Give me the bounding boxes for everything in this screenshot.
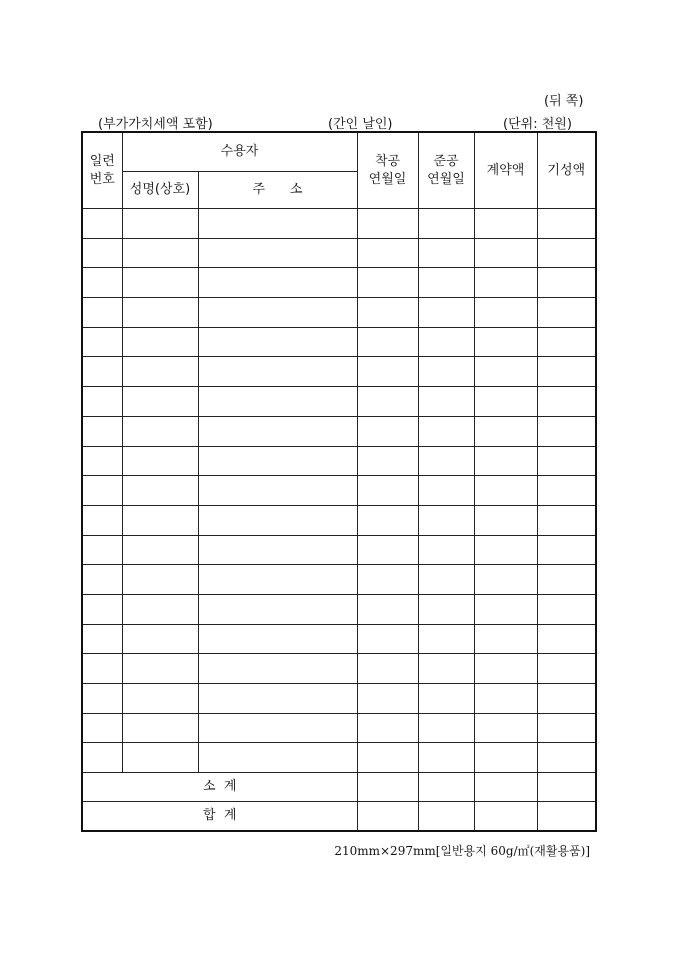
completion-date-cell[interactable] <box>418 357 474 387</box>
completion-date-cell[interactable] <box>418 268 474 298</box>
table-row <box>82 209 596 239</box>
seal-note: (간인 날인) <box>328 117 393 132</box>
completion-date-cell[interactable] <box>418 476 474 506</box>
address-cell[interactable] <box>198 476 357 506</box>
serial-cell[interactable] <box>82 446 122 476</box>
address-cell[interactable] <box>198 268 357 298</box>
serial-cell[interactable] <box>82 713 122 743</box>
address-cell[interactable] <box>198 387 357 417</box>
table-row <box>82 357 596 387</box>
completion-date-cell[interactable] <box>418 684 474 714</box>
completed-amount-cell[interactable] <box>537 594 596 624</box>
paper-spec-footer: 210mm×297mm[일반용지 60g/㎡(재활용품)] <box>334 844 590 858</box>
name-cell[interactable] <box>122 743 198 773</box>
page-side-label: (뒤 쪽) <box>544 94 584 109</box>
contract-amount-cell[interactable] <box>474 624 537 654</box>
contract-amount-cell[interactable] <box>474 535 537 565</box>
table-row <box>82 387 596 417</box>
completion-date-cell[interactable] <box>418 773 474 802</box>
name-cell[interactable] <box>122 357 198 387</box>
completion-date-cell[interactable] <box>418 209 474 239</box>
start-date-cell[interactable] <box>357 594 418 624</box>
serial-cell[interactable] <box>82 357 122 387</box>
completed-amount-cell[interactable] <box>537 773 596 802</box>
serial-cell[interactable] <box>82 327 122 357</box>
name-cell[interactable] <box>122 594 198 624</box>
start-date-cell[interactable] <box>357 505 418 535</box>
start-date-cell[interactable] <box>357 565 418 595</box>
serial-cell[interactable] <box>82 416 122 446</box>
name-cell[interactable] <box>122 298 198 328</box>
completion-date-cell[interactable] <box>418 446 474 476</box>
completion-date-cell[interactable] <box>418 505 474 535</box>
serial-number-header: 일련 번호 <box>82 132 122 209</box>
name-cell[interactable] <box>122 268 198 298</box>
name-cell[interactable] <box>122 624 198 654</box>
completed-amount-cell[interactable] <box>537 565 596 595</box>
address-cell[interactable] <box>198 594 357 624</box>
completed-amount-cell[interactable] <box>537 298 596 328</box>
contract-amount-cell[interactable] <box>474 594 537 624</box>
completed-amount-cell[interactable] <box>537 238 596 268</box>
table-row <box>82 268 596 298</box>
address-cell[interactable] <box>198 624 357 654</box>
completed-amount-cell[interactable] <box>537 357 596 387</box>
name-cell[interactable] <box>122 209 198 239</box>
completed-amount-cell[interactable] <box>537 684 596 714</box>
serial-cell[interactable] <box>82 684 122 714</box>
name-cell[interactable] <box>122 565 198 595</box>
contract-amount-cell[interactable] <box>474 743 537 773</box>
contract-amount-cell[interactable] <box>474 209 537 239</box>
address-cell[interactable] <box>198 209 357 239</box>
table-row <box>82 505 596 535</box>
start-date-header: 착공 연월일 <box>357 132 418 209</box>
table-row <box>82 446 596 476</box>
completed-amount-cell[interactable] <box>537 624 596 654</box>
contract-amount-cell[interactable] <box>474 238 537 268</box>
contract-amount-header: 계약액 <box>474 132 537 209</box>
table-row <box>82 416 596 446</box>
completed-amount-cell[interactable] <box>537 535 596 565</box>
completion-date-cell[interactable] <box>418 802 474 832</box>
serial-cell[interactable] <box>82 209 122 239</box>
name-cell[interactable] <box>122 535 198 565</box>
contract-amount-cell[interactable] <box>474 387 537 417</box>
name-cell[interactable] <box>122 476 198 506</box>
start-date-cell[interactable] <box>357 773 418 802</box>
completion-date-cell[interactable] <box>418 594 474 624</box>
table-row <box>82 535 596 565</box>
completed-amount-cell[interactable] <box>537 654 596 684</box>
total-label: 합 계 <box>82 802 357 832</box>
completion-date-cell[interactable] <box>418 327 474 357</box>
completed-amount-cell[interactable] <box>537 268 596 298</box>
address-cell[interactable] <box>198 743 357 773</box>
name-cell[interactable] <box>122 505 198 535</box>
address-cell[interactable] <box>198 505 357 535</box>
table-row <box>82 476 596 506</box>
name-cell[interactable] <box>122 238 198 268</box>
start-date-cell[interactable] <box>357 535 418 565</box>
start-date-cell[interactable] <box>357 238 418 268</box>
address-cell[interactable] <box>198 327 357 357</box>
start-date-cell[interactable] <box>357 446 418 476</box>
start-date-cell[interactable] <box>357 327 418 357</box>
contract-amount-cell[interactable] <box>474 713 537 743</box>
contract-amount-cell[interactable] <box>474 505 537 535</box>
client-name-header: 성명(상호) <box>122 172 198 209</box>
completed-amount-cell[interactable] <box>537 209 596 239</box>
contract-amount-cell[interactable] <box>474 773 537 802</box>
table-row <box>82 298 596 328</box>
serial-cell[interactable] <box>82 268 122 298</box>
completion-date-cell[interactable] <box>418 624 474 654</box>
start-date-cell[interactable] <box>357 624 418 654</box>
contract-list-table <box>81 131 597 832</box>
serial-cell[interactable] <box>82 387 122 417</box>
table-row <box>82 238 596 268</box>
start-date-cell[interactable] <box>357 743 418 773</box>
start-date-cell[interactable] <box>357 654 418 684</box>
start-date-cell[interactable] <box>357 298 418 328</box>
contract-amount-cell[interactable] <box>474 565 537 595</box>
completed-amount-cell[interactable] <box>537 327 596 357</box>
serial-cell[interactable] <box>82 654 122 684</box>
completed-amount-cell[interactable] <box>537 476 596 506</box>
serial-cell[interactable] <box>82 743 122 773</box>
start-date-cell[interactable] <box>357 476 418 506</box>
table-row <box>82 594 596 624</box>
serial-cell[interactable] <box>82 476 122 506</box>
start-date-cell[interactable] <box>357 387 418 417</box>
address-cell[interactable] <box>198 238 357 268</box>
address-cell[interactable] <box>198 565 357 595</box>
start-date-cell[interactable] <box>357 209 418 239</box>
contract-amount-cell[interactable] <box>474 446 537 476</box>
client-header: 수용자 <box>122 132 357 172</box>
completed-amount-cell[interactable] <box>537 713 596 743</box>
completed-amount-cell[interactable] <box>537 505 596 535</box>
contract-amount-cell[interactable] <box>474 416 537 446</box>
serial-cell[interactable] <box>82 505 122 535</box>
contract-amount-cell[interactable] <box>474 268 537 298</box>
address-cell[interactable] <box>198 357 357 387</box>
table-row <box>82 713 596 743</box>
completion-date-cell[interactable] <box>418 713 474 743</box>
completion-date-cell[interactable] <box>418 535 474 565</box>
table-row <box>82 654 596 684</box>
vat-included-note: (부가가치세액 포함) <box>98 117 213 132</box>
serial-cell[interactable] <box>82 298 122 328</box>
table-row <box>82 327 596 357</box>
contract-amount-cell[interactable] <box>474 802 537 832</box>
name-cell[interactable] <box>122 327 198 357</box>
start-date-cell[interactable] <box>357 268 418 298</box>
address-cell[interactable] <box>198 713 357 743</box>
contract-amount-cell[interactable] <box>474 476 537 506</box>
serial-cell[interactable] <box>82 594 122 624</box>
completion-date-cell[interactable] <box>418 654 474 684</box>
table-row <box>82 684 596 714</box>
completed-amount-cell[interactable] <box>537 387 596 417</box>
completed-amount-cell[interactable] <box>537 743 596 773</box>
start-date-cell[interactable] <box>357 684 418 714</box>
serial-cell[interactable] <box>82 238 122 268</box>
start-date-cell[interactable] <box>357 713 418 743</box>
client-address-header: 주 소 <box>198 172 357 209</box>
table-row <box>82 565 596 595</box>
completed-amount-cell[interactable] <box>537 446 596 476</box>
completion-date-cell[interactable] <box>418 298 474 328</box>
address-cell[interactable] <box>198 298 357 328</box>
completed-amount-cell[interactable] <box>537 416 596 446</box>
name-cell[interactable] <box>122 387 198 417</box>
serial-cell[interactable] <box>82 624 122 654</box>
contract-amount-cell[interactable] <box>474 298 537 328</box>
address-cell[interactable] <box>198 684 357 714</box>
completion-date-header: 준공 연월일 <box>418 132 474 209</box>
contract-amount-cell[interactable] <box>474 684 537 714</box>
subtotal-row <box>82 773 596 802</box>
completion-date-cell[interactable] <box>418 416 474 446</box>
address-cell[interactable] <box>198 535 357 565</box>
unit-note: (단위: 천원) <box>503 117 572 132</box>
completion-date-cell[interactable] <box>418 743 474 773</box>
completion-date-cell[interactable] <box>418 238 474 268</box>
name-cell[interactable] <box>122 446 198 476</box>
start-date-cell[interactable] <box>357 416 418 446</box>
completed-amount-cell[interactable] <box>537 802 596 832</box>
serial-cell[interactable] <box>82 535 122 565</box>
table-row <box>82 624 596 654</box>
contract-amount-cell[interactable] <box>474 327 537 357</box>
contract-amount-cell[interactable] <box>474 357 537 387</box>
completion-date-cell[interactable] <box>418 387 474 417</box>
start-date-cell[interactable] <box>357 357 418 387</box>
name-cell[interactable] <box>122 416 198 446</box>
contract-amount-cell[interactable] <box>474 654 537 684</box>
name-cell[interactable] <box>122 713 198 743</box>
serial-cell[interactable] <box>82 565 122 595</box>
subtotal-label: 소 계 <box>82 773 357 802</box>
address-cell[interactable] <box>198 416 357 446</box>
address-cell[interactable] <box>198 654 357 684</box>
name-cell[interactable] <box>122 684 198 714</box>
name-cell[interactable] <box>122 654 198 684</box>
table-row <box>82 743 596 773</box>
completion-date-cell[interactable] <box>418 565 474 595</box>
address-cell[interactable] <box>198 446 357 476</box>
completed-amount-header: 기성액 <box>537 132 596 209</box>
total-row <box>82 802 596 832</box>
start-date-cell[interactable] <box>357 802 418 832</box>
